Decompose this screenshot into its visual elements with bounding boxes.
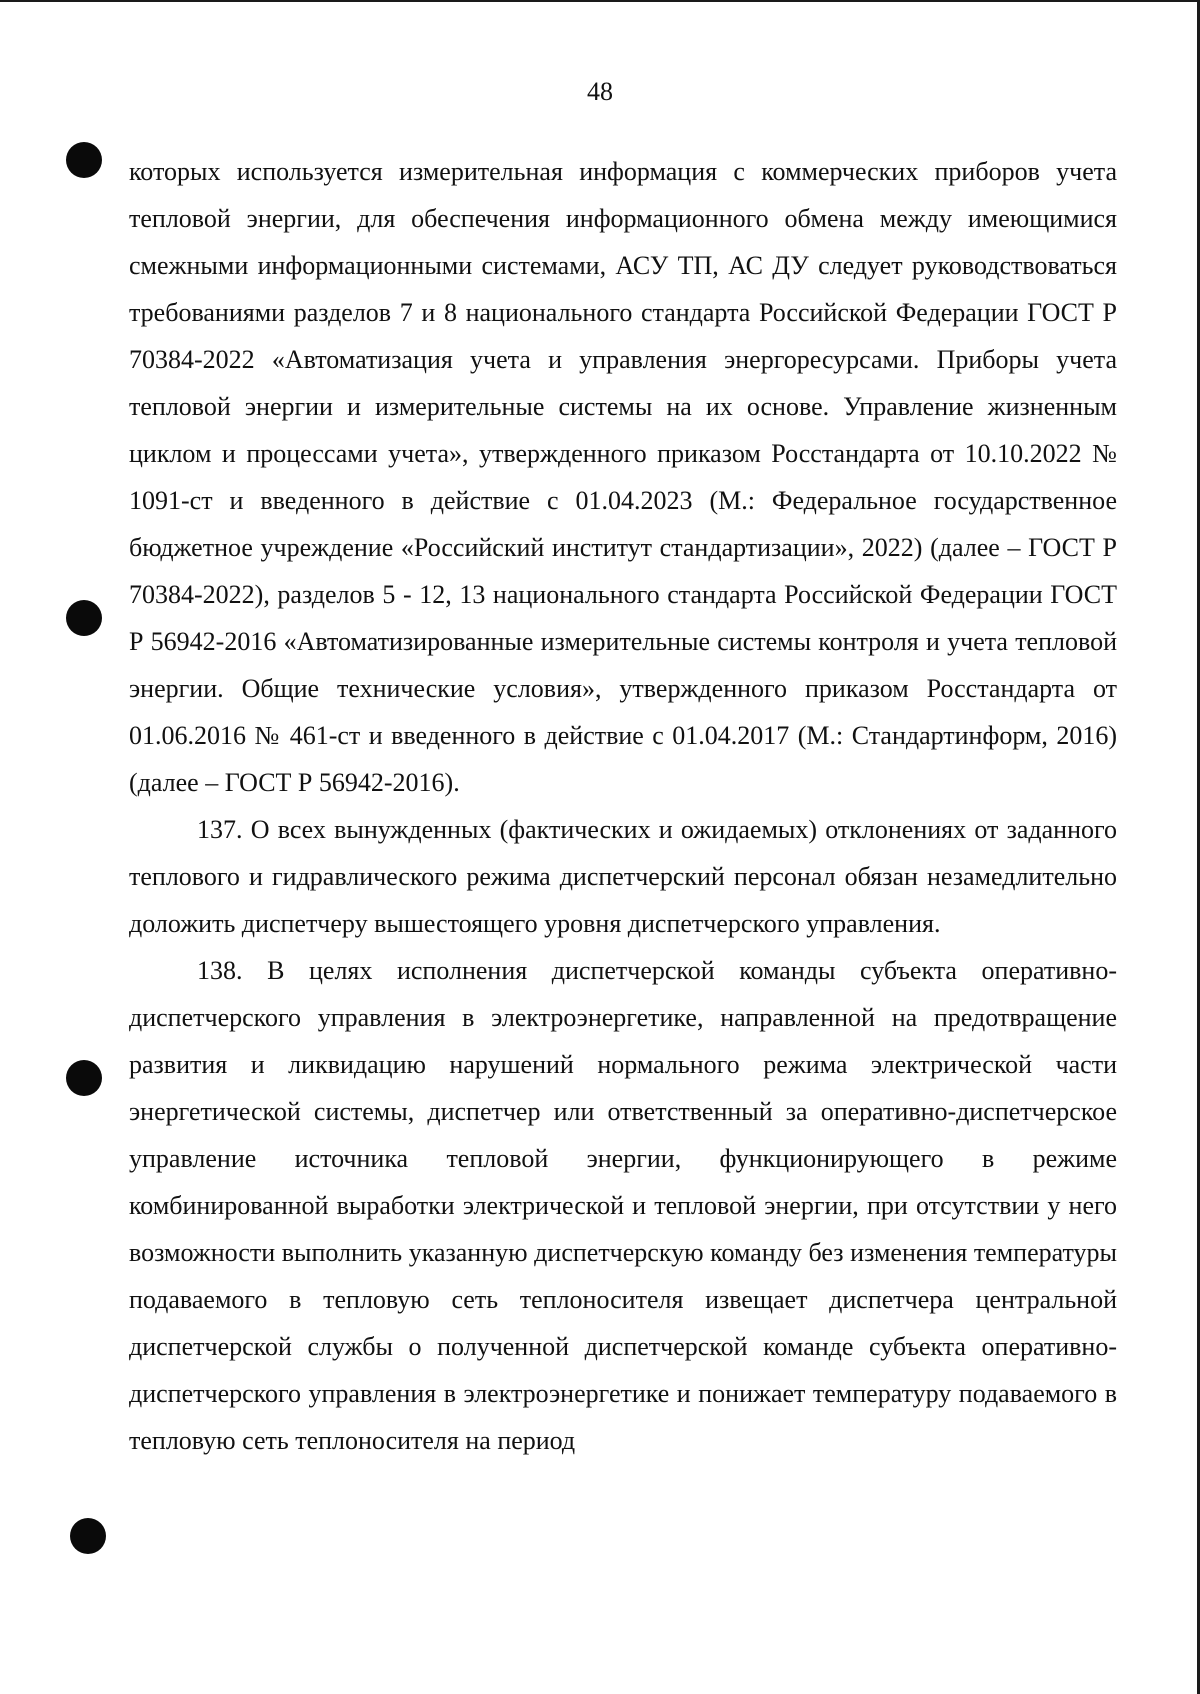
punch-hole-marker: [66, 600, 102, 636]
paragraph-item-137: 137. О всех вынужденных (фактических и ожидаемых) отклонениях от заданного теплового и гидравлического режима диспетчерский персонал обязан незамедлительно доложить диспетчеру вышестоящего уровня диспетчерского управления.: [129, 815, 1117, 938]
punch-hole-marker: [70, 1518, 106, 1554]
page-number: 48: [587, 77, 613, 106]
document-body: [129, 148, 1117, 1464]
paragraph-continuation: которых используется измерительная информация с коммерческих приборов учета тепловой энергии, для обеспечения информационного обмена между имеющимися смежными информационными системами, АСУ ТП, АС ДУ следует руководствоваться требованиями разделов 7 и 8 национального стандарта Российской Федерации ГОСТ Р 70384-2022 «Автоматизация учета и управления энергоресурсами. Приборы учета тепловой энергии и измерительные системы на их основе. Управление жизненным циклом и процессами учета», утвержденного приказом Росстандарта от 10.10.2022 № 1091-ст и введенного в действие с 01.04.2023 (М.: Федеральное государственное бюджетное учреждение «Российский институт стандартизации», 2022) (далее – ГОСТ Р 70384-2022), разделов 5 - 12, 13 национального стандарта Российской Федерации ГОСТ Р 56942-2016 «Автоматизированные измерительные системы контроля и учета тепловой энергии. Общие технические условия», утвержденного приказом Росстандарта от 01.06.2016 № 461-ст и введенного в действие с 01.04.2017 (М.: Стандартинформ, 2016) (далее – ГОСТ Р 56942-2016).: [129, 157, 1117, 797]
punch-hole-marker: [66, 142, 102, 178]
paragraph-item-138: 138. В целях исполнения диспетчерской команды субъекта оперативно-диспетчерского управления в электроэнергетике, направленной на предотвращение развития и ликвидацию нарушений нормального режима электрической части энергетической системы, диспетчер или ответственный за оперативно-диспетчерское управление источника тепловой энергии, функционирующего в режиме комбинированной выработки электрической и тепловой энергии, при отсутствии у него возможности выполнить указанную диспетчерскую команду без изменения температуры подаваемого в тепловую сеть теплоносителя извещает диспетчера центральной диспетчерской службы о полученной диспетчерской команде субъекта оперативно-диспетчерского управления в электроэнергетике и понижает температуру подаваемого в тепловую сеть теплоносителя на период: [129, 956, 1117, 1455]
punch-hole-marker: [66, 1060, 102, 1096]
